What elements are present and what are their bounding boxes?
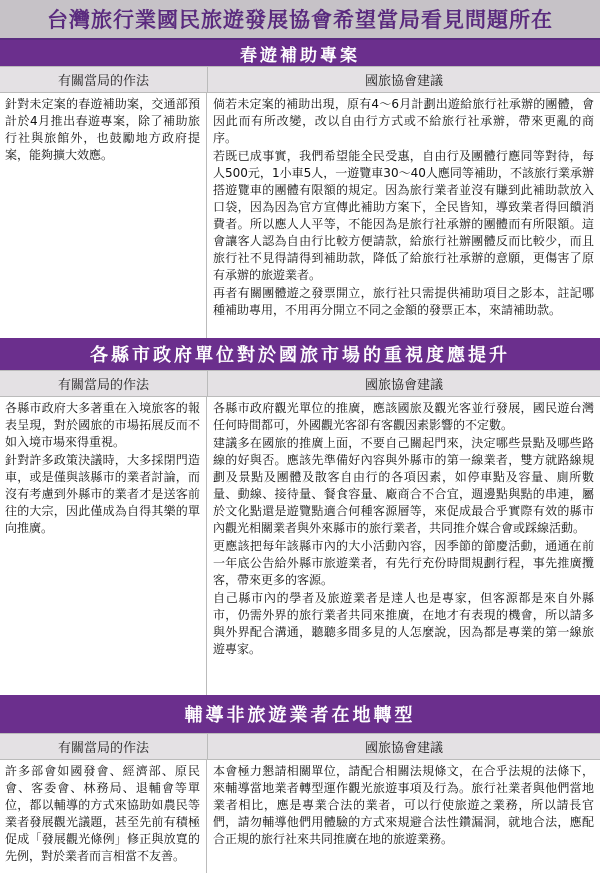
left-column-header: 有關當局的作法 — [0, 734, 208, 759]
association-suggestion — [207, 397, 600, 695]
section-body — [0, 397, 600, 695]
paragraph: 建議多在國旅的推廣上面，不要自己關起門來，決定哪些景點及哪些路線的好與否。應該先準備好內容與外縣市的第一線業者，雙方就路線規劃及景點及團體及散客自由行的各項因素，如停車點及容量、廁所數量、動線、接待量、餐食容量、廠商合不合宜，週邊點與點的串連，屬於文化點還是遊覽點適合何種客源層等，來促成最合乎實際有效的縣市內觀光相關業者與外來縣市的旅行業者，共同推介媒合會或踩線活動。 — [213, 436, 594, 535]
authority-practice — [0, 93, 207, 338]
section-body — [0, 93, 600, 338]
paragraph: 各縣市政府觀光單位的推廣，應該國旅及觀光客並行發展，國民遊台灣任何時間都可，外國觀光客卻有客觀因素影響的不定數。 — [213, 401, 594, 432]
paragraph: 更應該把每年該縣市內的大小活動內容，因季節的節慶活動，通通在前一年底公告給外縣市旅遊業者，有先行充份時間規劃行程，事先推廣攬客，帶來更多的客源。 — [213, 539, 594, 587]
right-column-header: 國旅協會建議 — [364, 74, 443, 89]
paragraph: 倘若未定案的補助出現，原有4～6月計劃出遊給旅行社承辦的團體，會因此而有所改變，改以自由行方式或不給旅行社承辦，帶來更亂的商序。 — [213, 97, 594, 145]
association-suggestion — [207, 760, 600, 873]
column-headers — [0, 733, 600, 760]
section-body — [0, 760, 600, 873]
right-column-header: 國旅協會建議 — [364, 741, 443, 756]
section-heading: 各縣市政府單位對於國旅市場的重視度應提升 — [0, 338, 600, 370]
paragraph: 許多部會如國發會、經濟部、原民會、客委會、林務局、退輔會等單位，都以輔導的方式來協助如農民等業者發展觀光議題，甚至先前有積極促成「發展觀光條例」修正與放寬的先例，對於業者而言相當不友善。 — [5, 764, 200, 863]
paragraph: 再者有關團體遊之發票開立，旅行社只需提供補助項目之影本，註記哪種補助專用，不用再分開立不同之金額的發票正本，來請補助款。 — [213, 286, 594, 317]
section-heading: 輔導非旅遊業者在地轉型 — [0, 695, 600, 733]
authority-practice — [0, 397, 207, 695]
column-headers — [0, 66, 600, 93]
right-column-header: 國旅協會建議 — [364, 378, 443, 393]
paragraph: 針對未定案的春遊補助案，交通部預計於4月推出春遊專案，除了補助旅行社與旅館外，也鼓勵地方政府提案，能夠擴大效應。 — [5, 97, 200, 162]
paragraph: 針對許多政策決議時，大多採閉門造車，或是僅與該縣市的業者討論，而沒有考慮到外縣市的業者才是送客前往的大宗，因此僅成為自得其樂的單向推廣。 — [5, 453, 200, 535]
paragraph: 本會極力懇請相關單位，請配合相關法規條文，在合乎法規的法條下，來輔導當地業者轉型運作觀光旅遊事項及行為。旅行社業者與他們當地業者相比，應是專業合法的業者，可以行使旅遊之業務，所以請長官們，請勿輔導他們用體驗的方式來規避合法性鑽漏洞，就地合法，應配合正規的旅行社來共同推廣在地的旅遊業務。 — [213, 764, 594, 846]
left-column-header: 有關當局的作法 — [0, 371, 208, 396]
paragraph: 各縣市政府大多著重在入境旅客的報表呈現，對於國旅的市場拓展反而不如入境市場來得重視。 — [5, 401, 200, 449]
left-column-header: 有關當局的作法 — [0, 67, 208, 92]
section-heading: 春遊補助專案 — [0, 40, 600, 66]
page-title: 台灣旅行業國民旅遊發展協會希望當局看見問題所在 — [0, 0, 600, 40]
paragraph: 若既已成事實，我們希望能全民受惠，自由行及團體行應同等對待，每人500元，1小車5人，一遊覽車30～40人應同等補助，不該旅行業承辦搭遊覽車的團體有限額的規定。因為旅行業者並沒有賺到此補助款放入口袋，因為因為官方宣傳此補助方案下，全民皆知，導致業者得回饋消費者。所以應人人平等，不能因為是旅行社承辦的團體而有所限額。這會讓客人認為自由行比較方便請款，給旅行社辦團體反而比較少，而且旅行社不見得請得到補助款，降低了給旅行社承辦的意願，更傷害了原有承辦的旅遊業者。 — [213, 149, 594, 282]
column-headers — [0, 370, 600, 397]
authority-practice — [0, 760, 207, 873]
paragraph: 自己縣市內的學者及旅遊業者是達人也是專家，但客源都是來自外縣市，仍需外界的旅行業者共同來推廣，在地才有表現的機會，所以請多與外界配合溝通，聽聽多間多見的人怎麼說，因為都是專業的第一線旅遊專家。 — [213, 591, 594, 656]
association-suggestion — [207, 93, 600, 338]
